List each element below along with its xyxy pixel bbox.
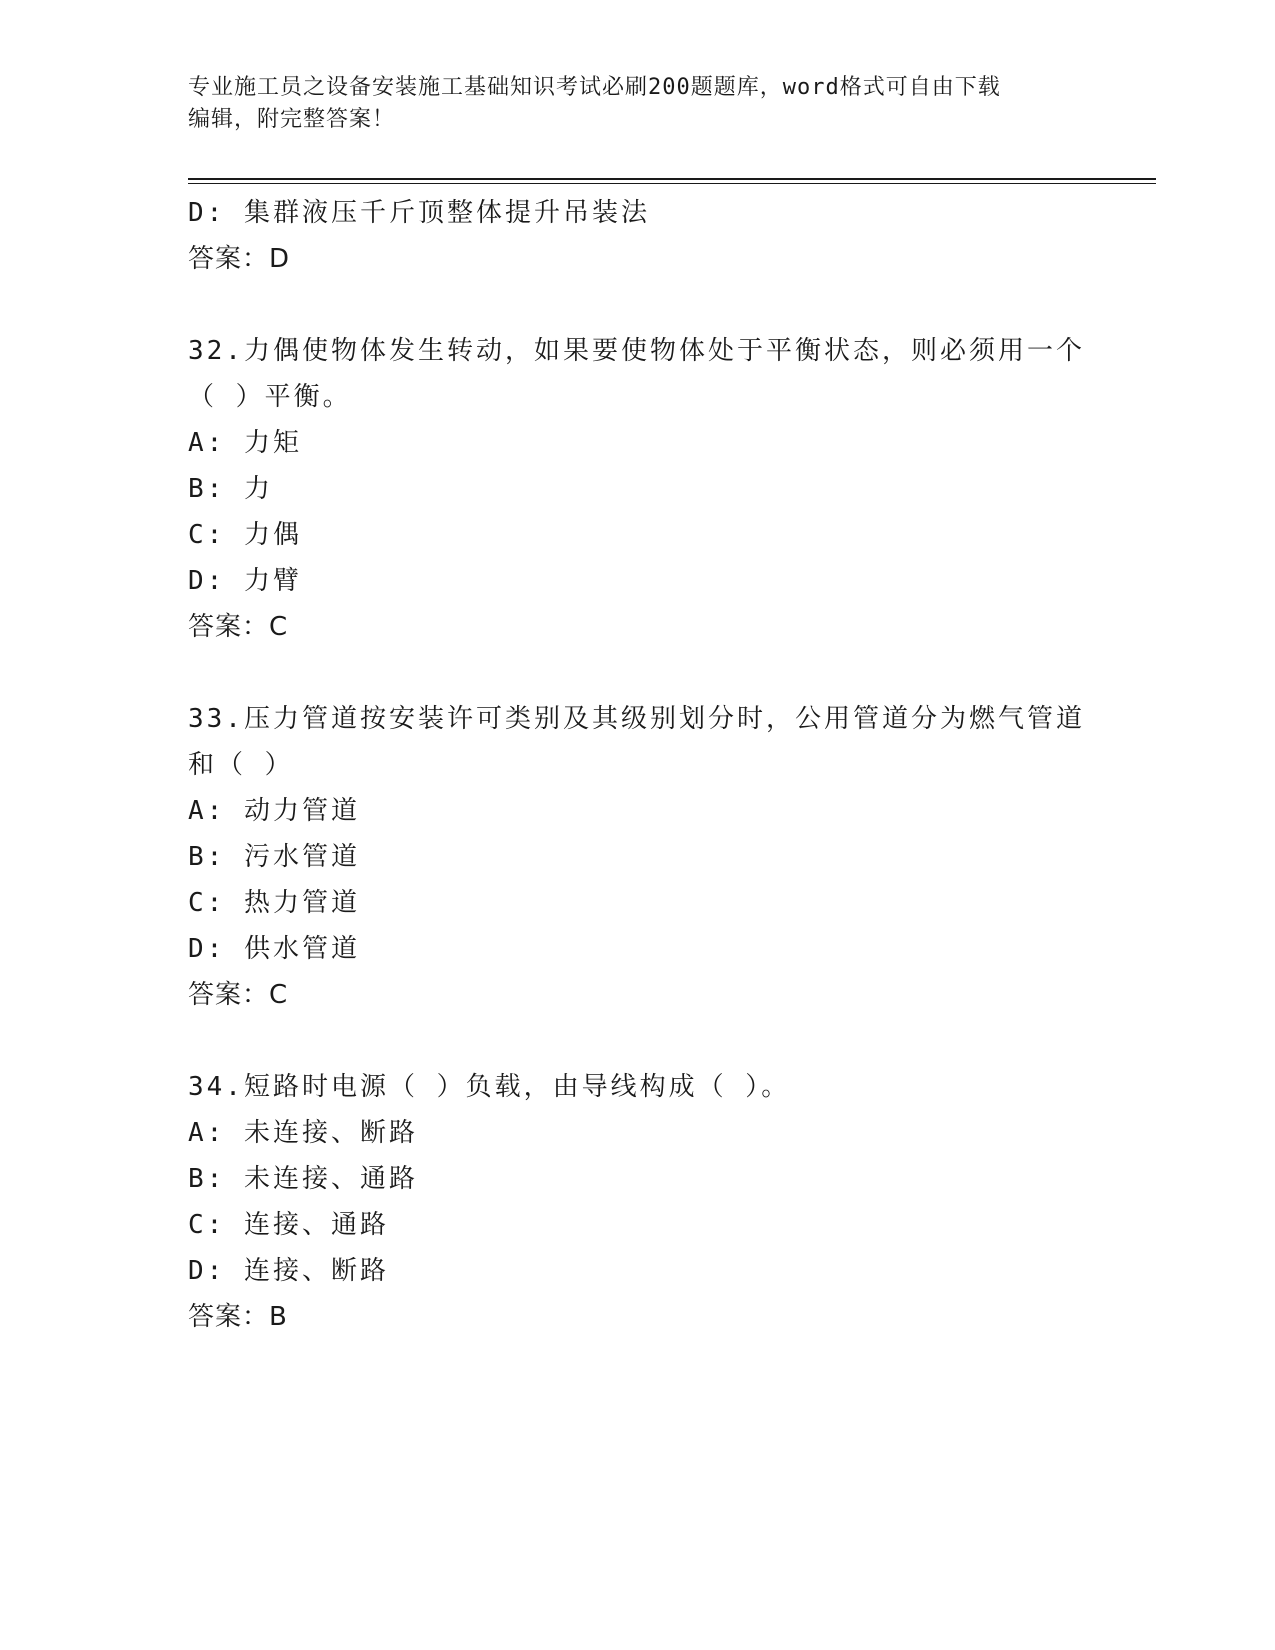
document-header xyxy=(188,72,1088,136)
answer-text: 答案：D xyxy=(188,244,291,274)
question-34 xyxy=(188,1064,1088,1340)
option-c: C: 力偶 xyxy=(188,520,302,550)
option-a: A: 动力管道 xyxy=(188,796,360,826)
header-divider-thin xyxy=(188,183,1156,184)
question-stem: 34.短路时电源（ ）负载，由导线构成（ ）。 xyxy=(188,1072,791,1102)
question-31-tail xyxy=(188,190,1088,282)
option-c: C: 热力管道 xyxy=(188,888,360,918)
option-b: B: 力 xyxy=(188,474,273,504)
answer-text: 答案：B xyxy=(188,1302,288,1332)
option-b: B: 污水管道 xyxy=(188,842,360,872)
question-stem-continued: （ ）平衡。 xyxy=(188,382,352,412)
header-line-2: 编辑，附完整答案！ xyxy=(188,107,396,132)
header-divider-thick xyxy=(188,178,1156,180)
option-d: D: 集群液压千斤顶整体提升吊装法 xyxy=(188,198,650,228)
question-stem: 33.压力管道按安装许可类别及其级别划分时，公用管道分为燃气管道 xyxy=(188,704,1085,734)
option-a: A: 力矩 xyxy=(188,428,302,458)
option-d: D: 供水管道 xyxy=(188,934,360,964)
option-c: C: 连接、通路 xyxy=(188,1210,389,1240)
question-list xyxy=(188,190,1088,1340)
question-stem-continued: 和（ ） xyxy=(188,750,294,780)
option-d: D: 连接、断路 xyxy=(188,1256,389,1286)
answer-text: 答案：C xyxy=(188,980,289,1010)
question-32 xyxy=(188,328,1088,650)
option-d: D: 力臂 xyxy=(188,566,302,596)
option-b: B: 未连接、通路 xyxy=(188,1164,418,1194)
header-line-1: 专业施工员之设备安装施工基础知识考试必刷200题题库，word格式可自由下载 xyxy=(188,75,1001,100)
option-a: A: 未连接、断路 xyxy=(188,1118,418,1148)
answer-text: 答案：C xyxy=(188,612,289,642)
question-33 xyxy=(188,696,1088,1018)
question-stem: 32.力偶使物体发生转动，如果要使物体处于平衡状态，则必须用一个 xyxy=(188,336,1085,366)
